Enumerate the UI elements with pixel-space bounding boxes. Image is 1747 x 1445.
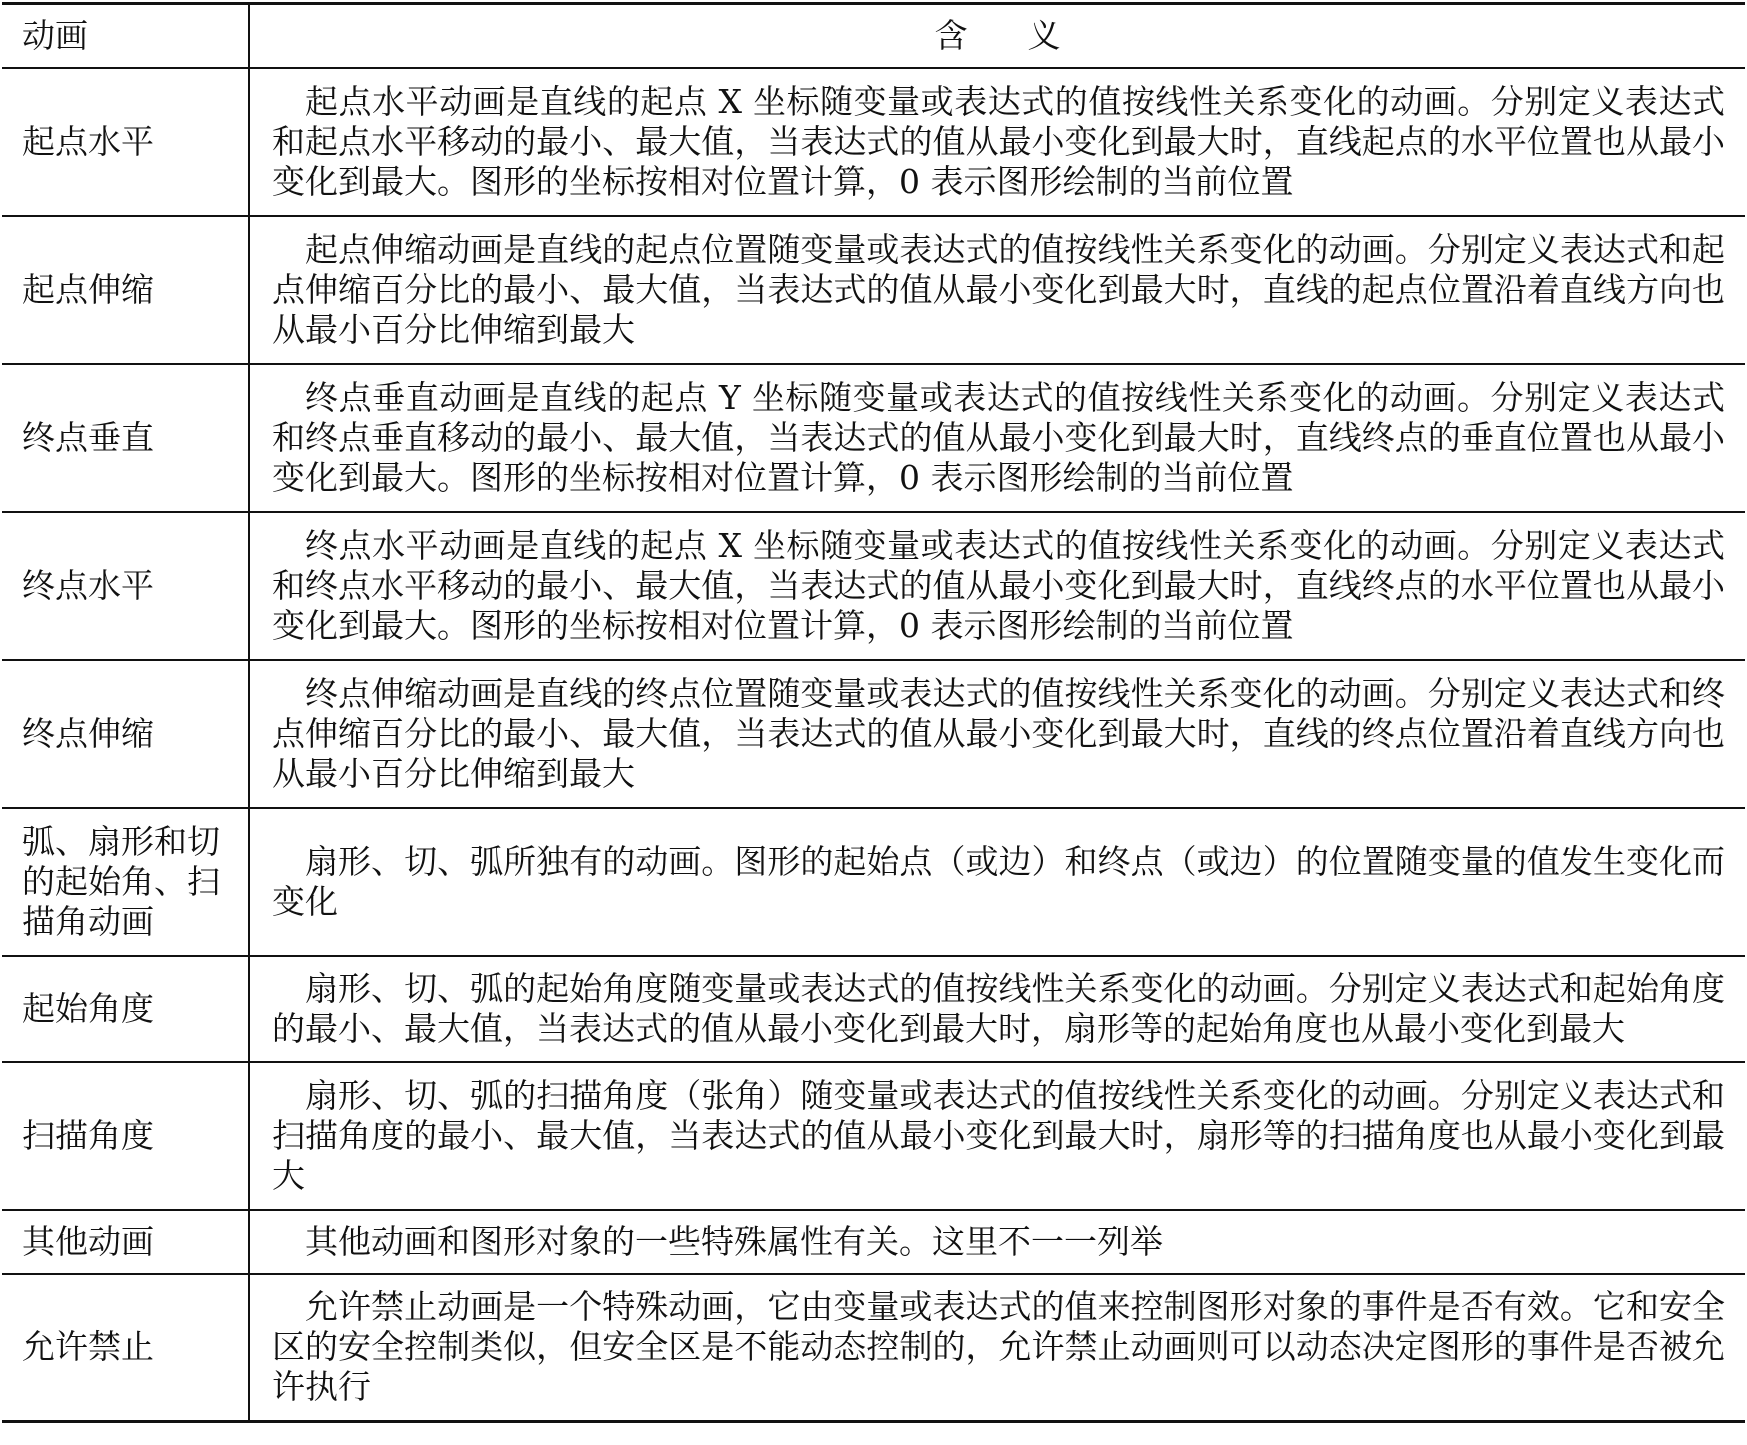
table-row bbox=[2, 1062, 1745, 1210]
animation-name: 扫描角度 bbox=[2, 1062, 249, 1210]
animation-name: 起点伸缩 bbox=[2, 216, 249, 364]
table-row bbox=[2, 216, 1745, 364]
table-row bbox=[2, 364, 1745, 512]
header-animation: 动画 bbox=[2, 4, 249, 68]
animation-name: 允许禁止 bbox=[2, 1274, 249, 1422]
header-meaning: 含义 bbox=[249, 4, 1745, 68]
animation-meaning: 其他动画和图形对象的一些特殊属性有关。这里不一一列举 bbox=[249, 1210, 1745, 1274]
animation-meaning: 扇形、切、弧的扫描角度（张角）随变量或表达式的值按线性关系变化的动画。分别定义表达式和扫描角度的最小、最大值，当表达式的值从最小变化到最大时，扇形等的扫描角度也从最小变化到最大 bbox=[249, 1062, 1745, 1210]
animation-name: 弧、扇形和切的起始角、扫描角动画 bbox=[2, 808, 249, 956]
animation-meaning: 扇形、切、弧的起始角度随变量或表达式的值按线性关系变化的动画。分别定义表达式和起始角度的最小、最大值，当表达式的值从最小变化到最大时，扇形等的起始角度也从最小变化到最大 bbox=[249, 956, 1745, 1062]
animation-meaning: 允许禁止动画是一个特殊动画，它由变量或表达式的值来控制图形对象的事件是否有效。它和安全区的安全控制类似，但安全区是不能动态控制的，允许禁止动画则可以动态决定图形的事件是否被允许执行 bbox=[249, 1274, 1745, 1422]
animation-name: 起始角度 bbox=[2, 956, 249, 1062]
table-row bbox=[2, 956, 1745, 1062]
animation-meaning: 终点水平动画是直线的起点 X 坐标随变量或表达式的值按线性关系变化的动画。分别定义表达式和终点水平移动的最小、最大值，当表达式的值从最小变化到最大时，直线终点的水平位置也从最小变化到最大。图形的坐标按相对位置计算，0 表示图形绘制的当前位置 bbox=[249, 512, 1745, 660]
animation-name: 终点水平 bbox=[2, 512, 249, 660]
animation-name: 起点水平 bbox=[2, 68, 249, 216]
animation-name: 终点伸缩 bbox=[2, 660, 249, 808]
animation-name: 其他动画 bbox=[2, 1210, 249, 1274]
table-row bbox=[2, 808, 1745, 956]
table-row bbox=[2, 68, 1745, 216]
table-row bbox=[2, 1274, 1745, 1422]
table-row bbox=[2, 660, 1745, 808]
animation-meaning: 终点伸缩动画是直线的终点位置随变量或表达式的值按线性关系变化的动画。分别定义表达式和终点伸缩百分比的最小、最大值，当表达式的值从最小变化到最大时，直线的终点位置沿着直线方向也从最小百分比伸缩到最大 bbox=[249, 660, 1745, 808]
animation-name: 终点垂直 bbox=[2, 364, 249, 512]
table-header-row bbox=[2, 4, 1745, 68]
animation-meaning: 起点水平动画是直线的起点 X 坐标随变量或表达式的值按线性关系变化的动画。分别定义表达式和起点水平移动的最小、最大值，当表达式的值从最小变化到最大时，直线起点的水平位置也从最小变化到最大。图形的坐标按相对位置计算，0 表示图形绘制的当前位置 bbox=[249, 68, 1745, 216]
animation-table bbox=[2, 2, 1745, 1423]
table-row bbox=[2, 1210, 1745, 1274]
table-row bbox=[2, 512, 1745, 660]
animation-meaning: 起点伸缩动画是直线的起点位置随变量或表达式的值按线性关系变化的动画。分别定义表达式和起点伸缩百分比的最小、最大值，当表达式的值从最小变化到最大时，直线的起点位置沿着直线方向也从最小百分比伸缩到最大 bbox=[249, 216, 1745, 364]
animation-meaning: 扇形、切、弧所独有的动画。图形的起始点（或边）和终点（或边）的位置随变量的值发生变化而变化 bbox=[249, 808, 1745, 956]
animation-meaning: 终点垂直动画是直线的起点 Y 坐标随变量或表达式的值按线性关系变化的动画。分别定义表达式和终点垂直移动的最小、最大值，当表达式的值从最小变化到最大时，直线终点的垂直位置也从最小变化到最大。图形的坐标按相对位置计算，0 表示图形绘制的当前位置 bbox=[249, 364, 1745, 512]
